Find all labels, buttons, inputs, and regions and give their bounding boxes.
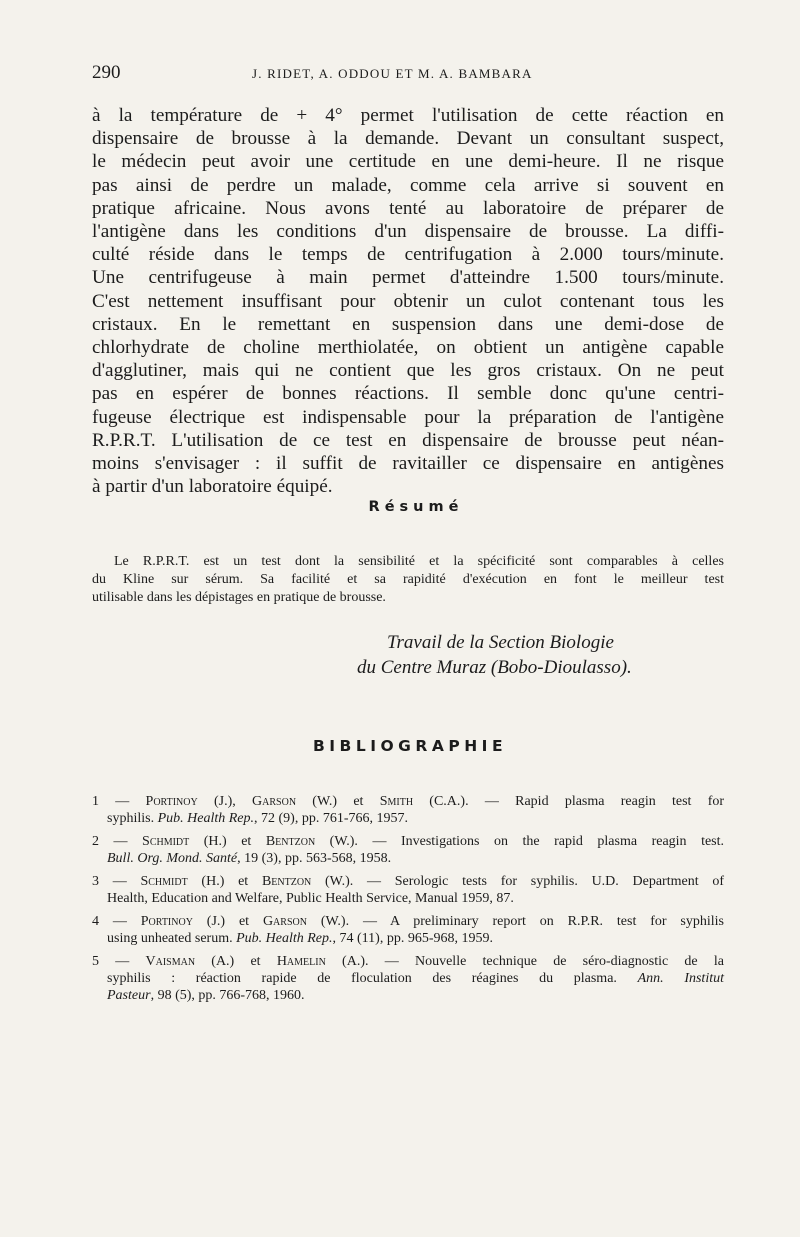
journal-name: Ann. Institut	[637, 971, 724, 986]
reference-title: syphilis : réaction rapide de floculation des réagines du plasma.	[107, 971, 638, 986]
reference-title: — A preliminary report on R.P.R. test for syphilis	[362, 914, 724, 929]
body-line: l'antigène dans les conditions d'un dispensaire de brousse. La diffi-	[92, 221, 724, 243]
reference-number: 2 —	[92, 834, 143, 849]
reference-number: 5 —	[92, 954, 146, 969]
reference-line	[92, 970, 724, 987]
author-initials: (W.).	[311, 874, 367, 889]
author-name: Bentzon	[261, 874, 312, 889]
author-name: Schmidt	[140, 874, 188, 889]
reference-details: , 74 (11), pp. 965-968, 1959.	[332, 931, 493, 946]
resume-heading: Résumé	[368, 499, 464, 515]
reference-title: — Nouvelle technique de séro-diagnostic de la	[384, 954, 724, 969]
affiliation-line: Travail de la Section Biologie	[387, 632, 614, 653]
body-line: C'est nettement insuffisant pour obtenir un culot contenant tous les	[92, 290, 724, 312]
body-line: à la température de + 4° permet l'utilisation de cette réaction en	[92, 105, 724, 126]
reference-title: — Rapid plasma reagin test for	[484, 794, 725, 809]
author-name: Smith	[379, 794, 414, 809]
reference-line	[92, 850, 724, 867]
body-line: cristaux. En le remettant en suspension dans une demi-dose de	[92, 313, 724, 335]
reference-item	[92, 873, 724, 907]
journal-name: Pasteur	[107, 988, 151, 1003]
body-line: d'agglutiner, mais qui ne contient que les gros cristaux. On ne peut	[92, 360, 724, 382]
author-name: Vaisman	[145, 954, 196, 969]
body-line: moins s'envisager : il suffit de ravitailler ce dispensaire en antigènes	[92, 453, 724, 475]
body-line: à partir d'un laboratoire équipé.	[92, 476, 333, 498]
author-name: Bentzon	[265, 834, 316, 849]
reference-title: Health, Education and Welfare, Public Health Service, Manual 1959, 87.	[107, 891, 514, 906]
reference-line	[92, 913, 724, 930]
author-name: Schmidt	[142, 834, 190, 849]
body-line: pas ainsi de perdre un malade, comme cela arrive si souvent en	[92, 174, 724, 196]
journal-name: Pub. Health Rep.	[236, 931, 333, 946]
journal-name: Pub. Health Rep.	[157, 811, 254, 826]
body-line: le médecin peut avoir une certitude en une demi-heure. Il ne risque	[92, 151, 724, 173]
reference-list	[92, 793, 724, 1010]
author-name: Garson	[252, 794, 297, 809]
reference-line	[92, 953, 724, 970]
author-initials: (A.).	[325, 954, 385, 969]
reference-number: 4 —	[92, 914, 141, 929]
author-initials: (H.) et	[187, 874, 262, 889]
resume-line: utilisable dans les dépistages en pratique de brousse.	[92, 590, 386, 605]
affiliation-line: du Centre Muraz (Bobo-Dioulasso).	[357, 657, 632, 678]
journal-name: Bull. Org. Mond. Santé	[107, 851, 238, 866]
author-initials: (J.) et	[192, 914, 263, 929]
running-head	[92, 62, 722, 86]
reference-line	[92, 810, 724, 827]
reference-details: , 72 (9), pp. 761-766, 1957.	[254, 811, 408, 826]
body-line: dispensaire de brousse à la demande. Devant un consultant suspect,	[92, 128, 724, 150]
reference-title: using unheated serum.	[107, 931, 237, 946]
reference-title: — Investigations on the rapid plasma reagin test.	[372, 834, 725, 849]
reference-details: , 98 (5), pp. 766-768, 1960.	[150, 988, 305, 1003]
reference-number: 1 —	[92, 794, 146, 809]
reference-line	[92, 987, 724, 1004]
reference-number: 3 —	[92, 874, 141, 889]
author-name: Hamelin	[276, 954, 326, 969]
reference-title: — Serologic tests for syphilis. U.D. Department of	[366, 874, 724, 889]
author-name: Portinoy	[145, 794, 198, 809]
author-initials: (W.) et	[296, 794, 380, 809]
author-initials: (W.).	[315, 834, 373, 849]
author-initials: (H.) et	[189, 834, 266, 849]
resume-line: Le R.P.R.T. est un test dont la sensibilité et la spécificité sont comparables à celles	[114, 554, 724, 569]
body-line: culté réside dans le temps de centrifugation à 2.000 tours/minute.	[92, 244, 724, 266]
body-line: pratique africaine. Nous avons tenté au laboratoire de préparer de	[92, 197, 724, 219]
author-initials: (W.).	[306, 914, 363, 929]
body-line: fugeuse électrique est indispensable pour la préparation de l'antigène	[92, 406, 724, 428]
reference-details: , 19 (3), pp. 563-568, 1958.	[237, 851, 392, 866]
author-name: Portinoy	[140, 914, 193, 929]
reference-line	[92, 930, 724, 947]
author-name: Garson	[262, 914, 307, 929]
body-line: chlorhydrate de choline merthiolatée, on obtient un antigène capable	[92, 337, 724, 359]
reference-line	[92, 793, 724, 810]
body-line: Une centrifugeuse à main permet d'atteindre 1.500 tours/minute.	[92, 267, 724, 289]
bibliography-heading: BIBLIOGRAPHIE	[312, 737, 508, 755]
running-title: J. RIDET, A. ODDOU ET M. A. BAMBARA	[252, 66, 533, 81]
reference-line	[92, 873, 724, 890]
resume-paragraph	[92, 553, 724, 607]
body-line: pas en espérer de bonnes réactions. Il semble donc qu'une centri-	[92, 383, 724, 405]
body-paragraph	[92, 104, 724, 498]
reference-item	[92, 833, 724, 867]
resume-line: du Kline sur sérum. Sa facilité et sa rapidité d'exécution en font le meilleur test	[92, 572, 724, 587]
author-initials: (A.) et	[195, 954, 277, 969]
reference-item	[92, 953, 724, 1004]
author-initials: (J.),	[197, 794, 253, 809]
author-initials: (C.A.).	[413, 794, 485, 809]
body-line: R.P.R.T. L'utilisation de ce test en dispensaire de brousse peut néan-	[92, 429, 724, 451]
reference-title: syphilis.	[107, 811, 158, 826]
page-number: 290	[92, 62, 121, 83]
reference-line	[92, 833, 724, 850]
reference-item	[92, 913, 724, 947]
reference-line	[92, 890, 724, 907]
affiliation	[357, 630, 632, 680]
reference-item	[92, 793, 724, 827]
